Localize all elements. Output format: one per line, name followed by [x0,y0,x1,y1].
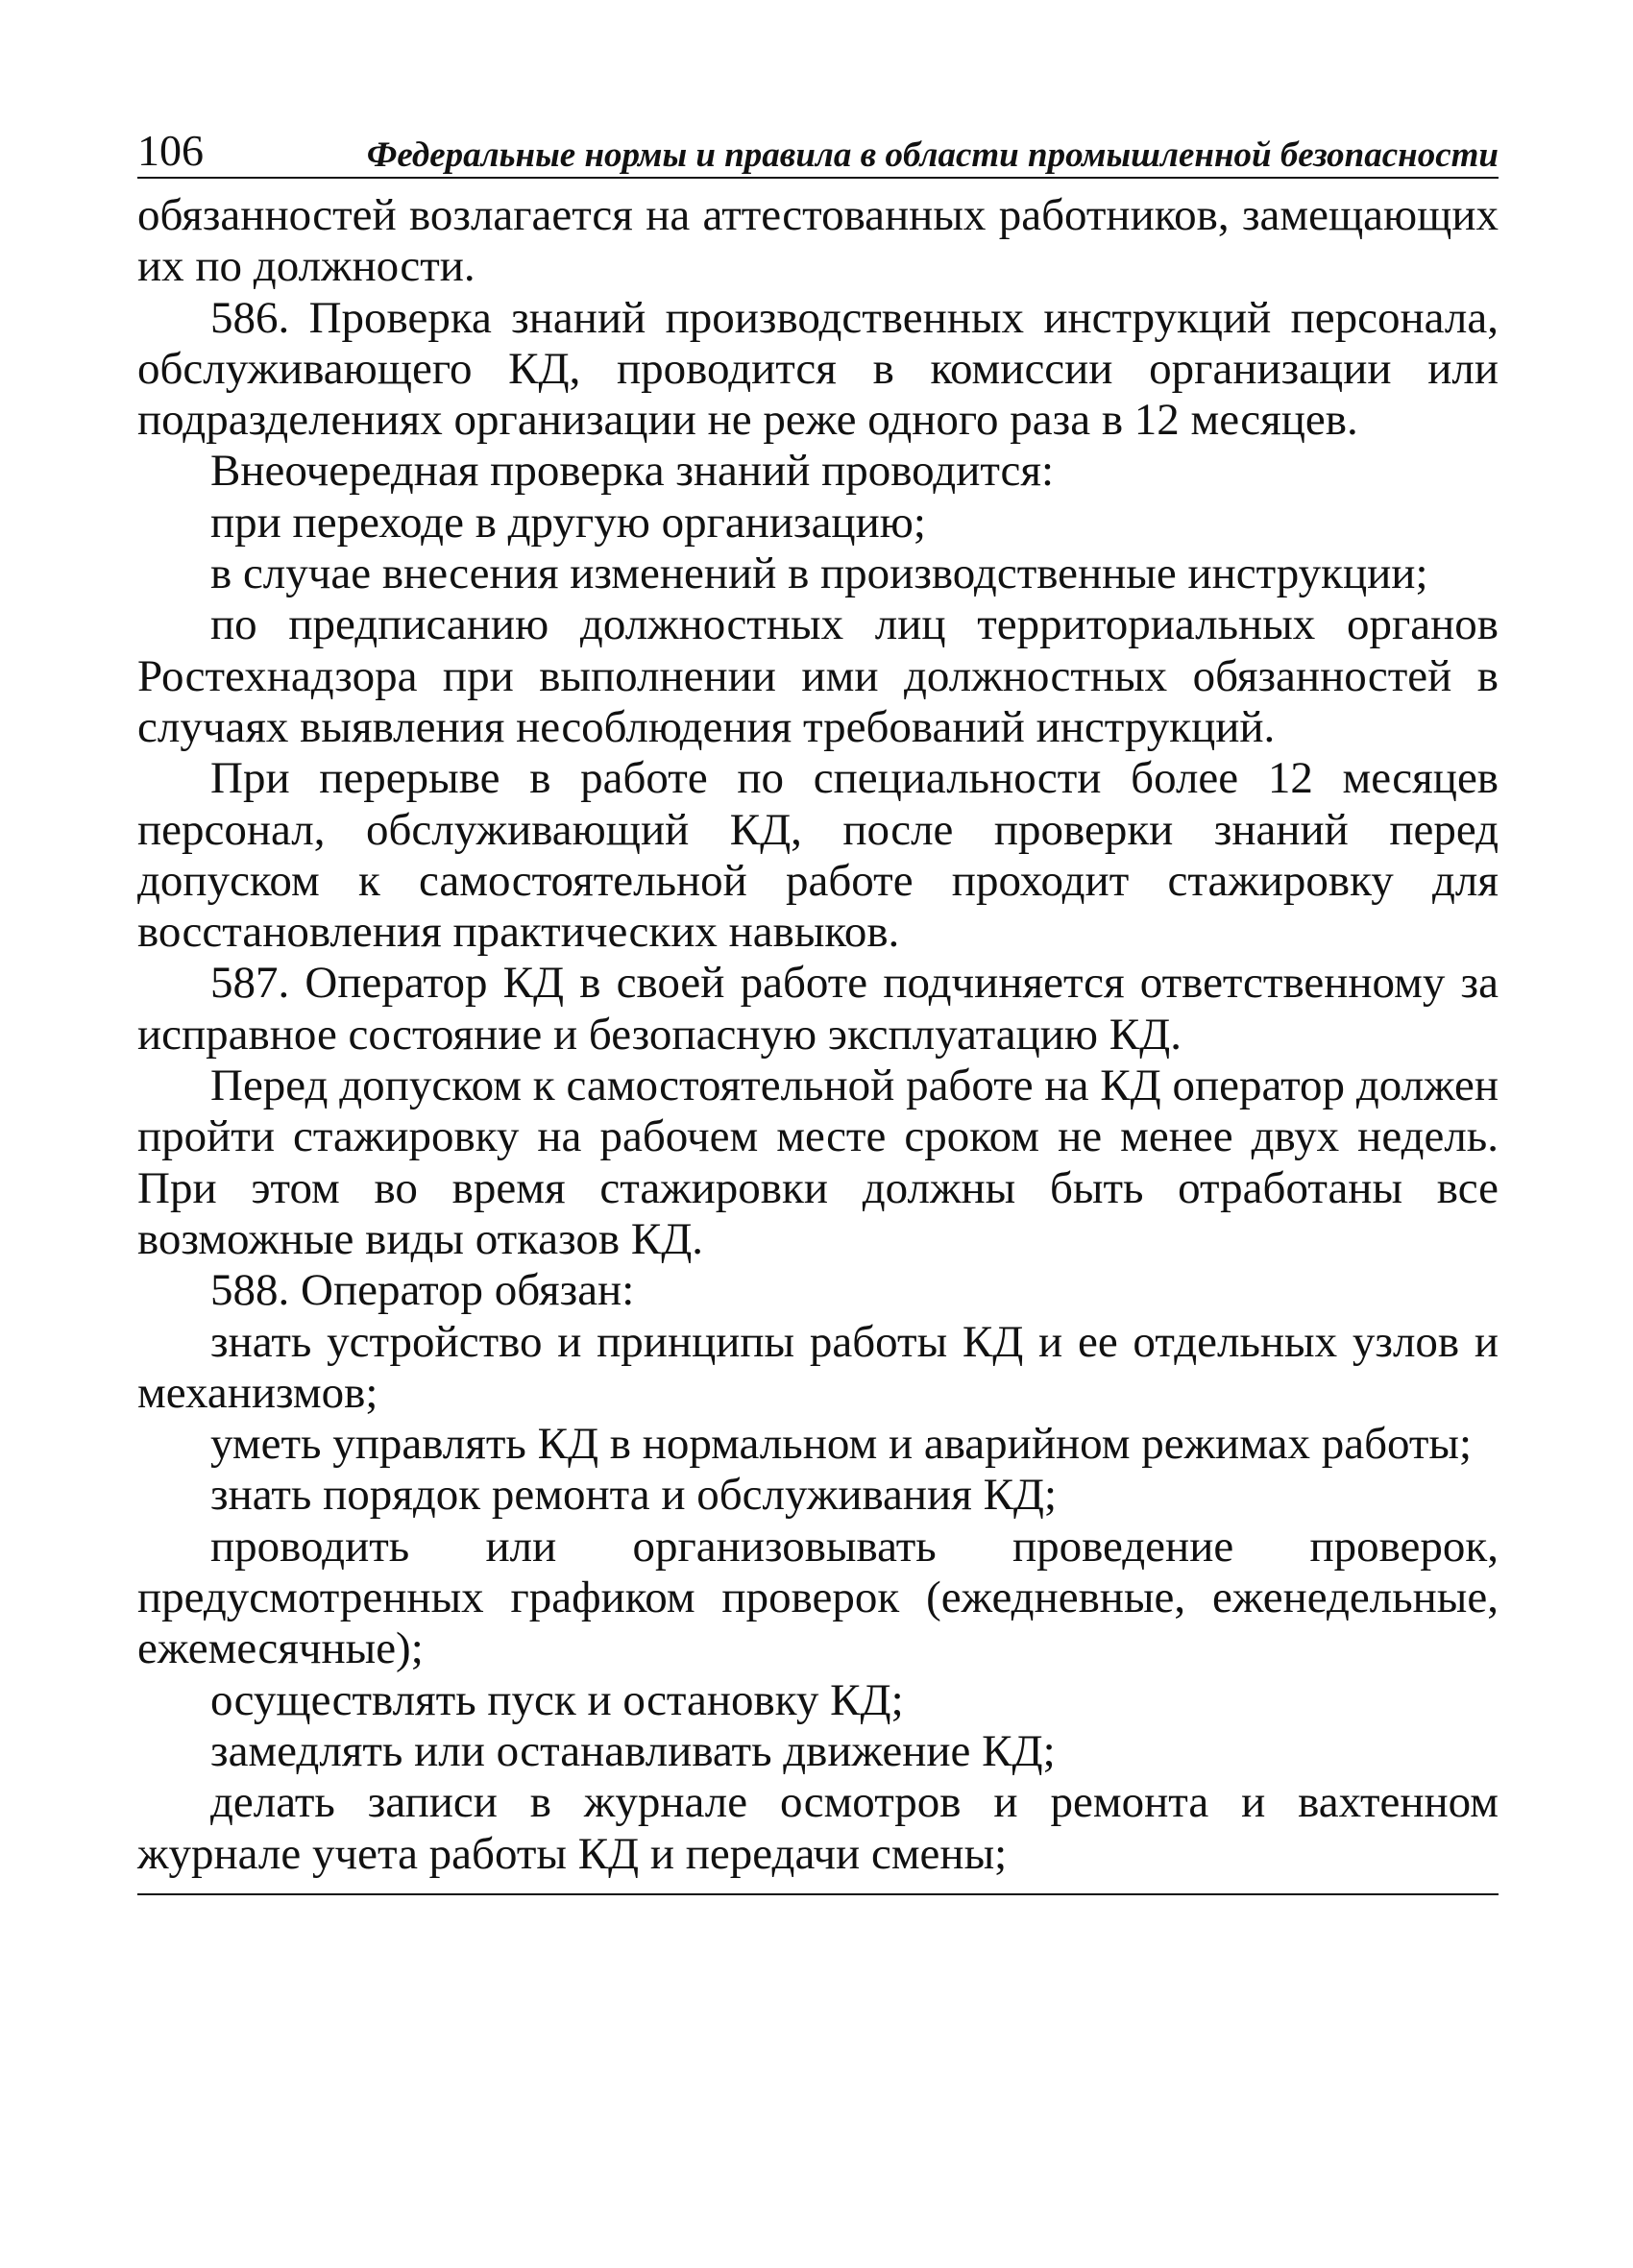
page-number: 106 [137,126,204,175]
body-text [137,190,1499,1880]
list-item: знать порядок ремонта и обслуживания КД; [210,1470,1058,1521]
paragraph: Перед допуском к самостоятельной работе на КД оператор должен пройти стажировку на рабочем месте сроком не менее двух недель. При этом во время стажировки должны быть отработаны все возможные виды отказов КД. [137,1061,1499,1264]
page-header [137,123,1499,179]
list-item: проводить или организовывать проведение проверок, предусмотренных графиком проверок (ежедневные, еженедельные, ежемесячные); [137,1521,1499,1674]
paragraph-586: 586. Проверка знаний производственных инструкций персонала, обслуживающего КД, проводится в комиссии организации или подразделениях организации не реже одного раза в 12 месяцев. [137,292,1499,446]
paragraph: Внеочередная проверка знаний проводится: [210,446,1055,497]
book-page [137,123,1499,1895]
paragraph-588: 588. Оператор обязан: [210,1265,635,1316]
list-item: в случае внесения изменений в производственные инструкции; [210,549,1428,599]
paragraph-continuation: обязанностей возлагается на аттестованных работников, замещающих их по должности. [137,190,1499,292]
list-item: замедлять или останавливать движение КД; [210,1725,1056,1776]
list-item: делать записи в журнале осмотров и ремонта и вахтенном журнале учета работы КД и передачи смены; [137,1777,1499,1879]
list-item: знать устройство и принципы работы КД и ее отдельных узлов и механизмов; [137,1316,1499,1418]
running-title: Федеральные нормы и правила в области промышленной безопасности [366,135,1499,175]
list-item: уметь управлять КД в нормальном и аварийном режимах работы; [210,1419,1473,1470]
footer-rule [137,1893,1499,1895]
paragraph-587: 587. Оператор КД в своей работе подчиняется ответственному за исправное состояние и безопасную эксплуатацию КД. [137,958,1499,1060]
paragraph: При перерыве в работе по специальности более 12 месяцев персонал, обслуживающий КД, после проверки знаний перед допуском к самостоятельной работе проходит стажировку для восстановления практических навыков. [137,753,1499,958]
list-item: при переходе в другую организацию; [210,497,926,548]
list-item: по предписанию должностных лиц территориальных органов Ростехнадзора при выполнении ими должностных обязанностей в случаях выявления несоблюдения требований инструкций. [137,599,1499,752]
list-item: осуществлять пуск и остановку КД; [210,1674,904,1725]
